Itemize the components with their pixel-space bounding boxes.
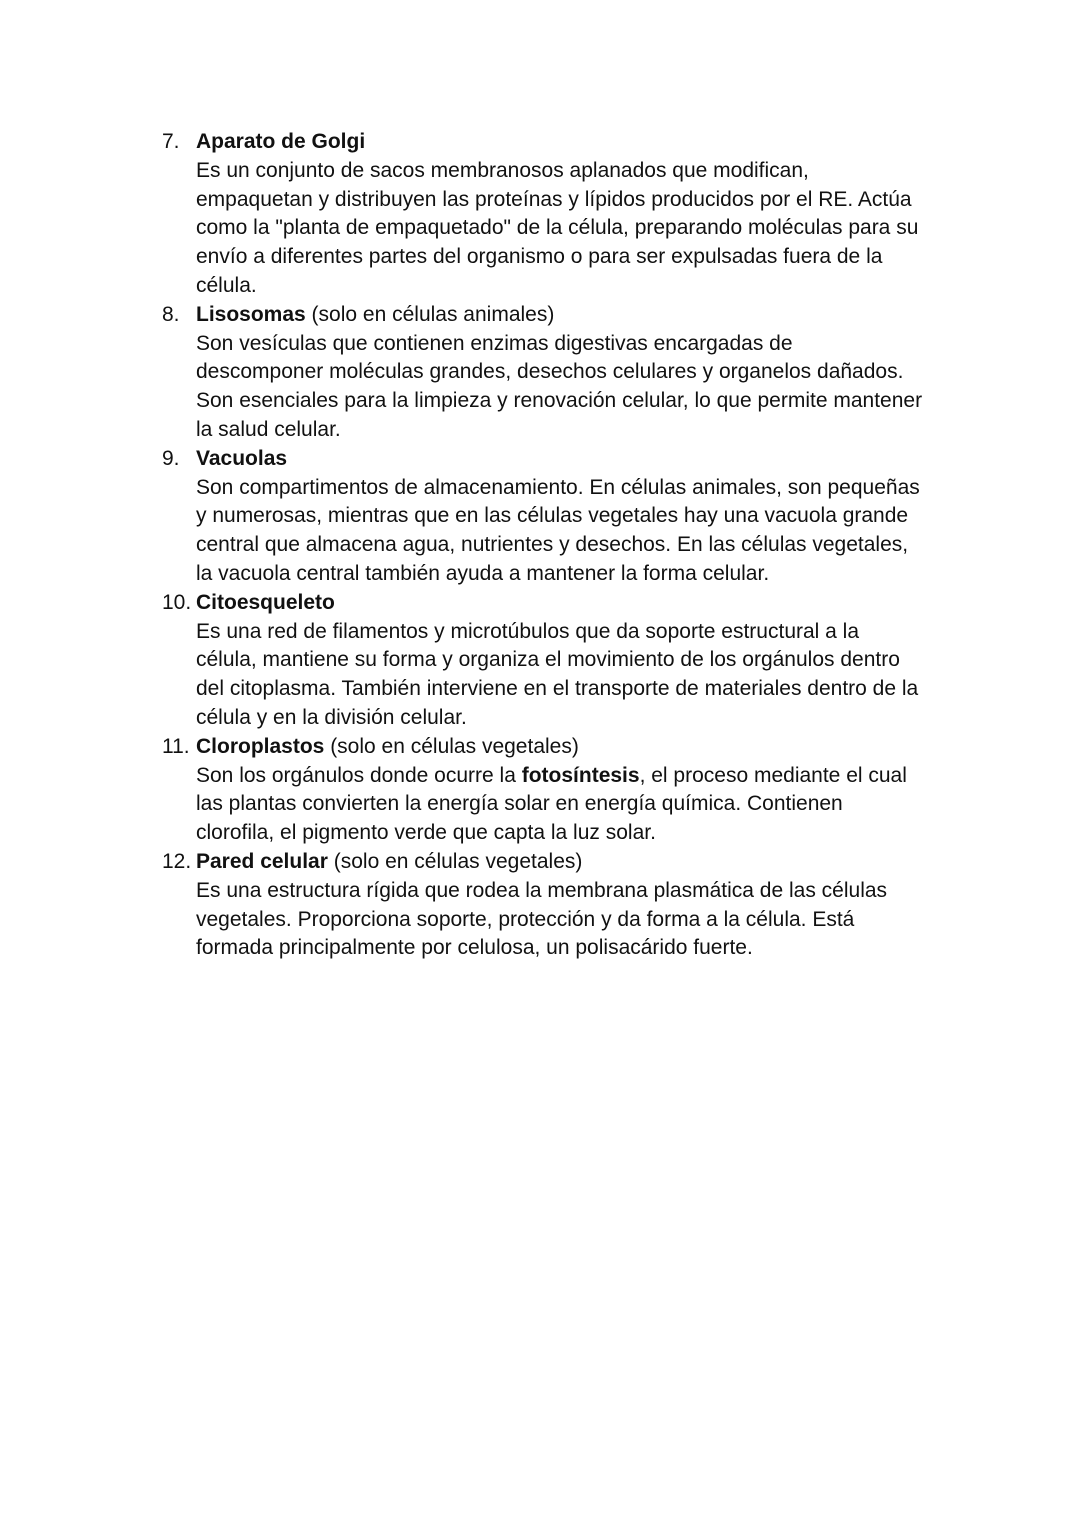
item-heading (196, 128, 1080, 157)
item-text-line: vegetales. Proporciona soporte, protección y da forma a la célula. Está (196, 907, 855, 931)
item-text-line: clorofila, el pigmento verde que capta la luz solar. (196, 821, 656, 845)
item-title-note: (solo en células animales) (305, 302, 555, 326)
item-number: 11. (162, 734, 190, 758)
item-title-note: (solo en células vegetales) (327, 849, 583, 873)
item-number: 10. (162, 590, 192, 614)
item-title: Lisosomas (196, 302, 306, 326)
item-text-line: la vacuola central también ayuda a mantener la forma celular. (196, 561, 770, 585)
text-run: Son los orgánulos donde ocurre la (196, 763, 522, 787)
item-heading (196, 445, 1080, 474)
item-text-line: y numerosas, mientras que en las células vegetales hay una vacuola grande (196, 504, 909, 528)
item-title: Pared celular (196, 849, 328, 873)
item-heading (196, 589, 1080, 618)
item-text-line: envío a diferentes partes del organismo o para ser expulsadas fuera de la (196, 245, 883, 269)
item-number: 8. (162, 302, 180, 326)
item-title: Citoesqueleto (196, 590, 335, 614)
item-text-line: Son esenciales para la limpieza y renovación celular, lo que permite mantener (196, 389, 923, 413)
list-item-pared-celular (0, 848, 1080, 963)
list-item-vacuolas (0, 445, 1080, 589)
item-title: Cloroplastos (196, 734, 325, 758)
item-title-note: (solo en células vegetales) (324, 734, 579, 758)
item-heading (196, 848, 1080, 877)
item-text-line (196, 762, 1080, 791)
item-number: 12. (162, 849, 192, 873)
item-text-line: empaquetan y distribuyen las proteínas y lípidos producidos por el RE. Actúa (196, 187, 912, 211)
item-heading (196, 733, 1080, 762)
list-item-golgi (0, 128, 1080, 301)
item-text-line: la salud celular. (196, 417, 341, 441)
item-text-line: las plantas convierten la energía solar en energía química. Contienen (196, 792, 843, 816)
item-text-line: central que almacena agua, nutrientes y desechos. En las células vegetales, (196, 533, 909, 557)
item-text-line: Son vesículas que contienen enzimas digestivas encargadas de (196, 331, 793, 355)
text-run: , el proceso mediante el cual (639, 763, 907, 787)
item-text-line: célula y en la división celular. (196, 705, 467, 729)
list-item-citoesqueleto (0, 589, 1080, 733)
item-text-line: Es una red de filamentos y microtúbulos que da soporte estructural a la (196, 619, 860, 643)
bold-term-fotosintesis: fotosíntesis (521, 763, 640, 787)
item-text-line: Son compartimentos de almacenamiento. En células animales, son pequeñas (196, 475, 920, 499)
organelle-list (0, 128, 1080, 963)
item-heading (196, 301, 1080, 330)
item-text-line: formada principalmente por celulosa, un polisacárido fuerte. (196, 936, 753, 960)
item-number: 9. (162, 446, 180, 470)
item-text-line: Es un conjunto de sacos membranosos aplanados que modifican, (196, 158, 809, 182)
item-text-line: descomponer moléculas grandes, desechos celulares y organelos dañados. (196, 360, 904, 384)
item-title: Vacuolas (196, 446, 288, 470)
list-item-cloroplastos (0, 733, 1080, 848)
item-title: Aparato de Golgi (196, 130, 366, 153)
item-text-line: como la "planta de empaquetado" de la célula, preparando moléculas para su (196, 216, 919, 240)
item-text-line: célula. (196, 273, 257, 297)
item-text-line: del citoplasma. También interviene en el transporte de materiales dentro de la (196, 677, 919, 701)
item-text-line: célula, mantiene su forma y organiza el movimiento de los orgánulos dentro (196, 648, 900, 672)
item-text-line: Es una estructura rígida que rodea la membrana plasmática de las células (196, 878, 888, 902)
list-item-lisosomas (0, 301, 1080, 445)
item-number: 7. (162, 130, 180, 153)
